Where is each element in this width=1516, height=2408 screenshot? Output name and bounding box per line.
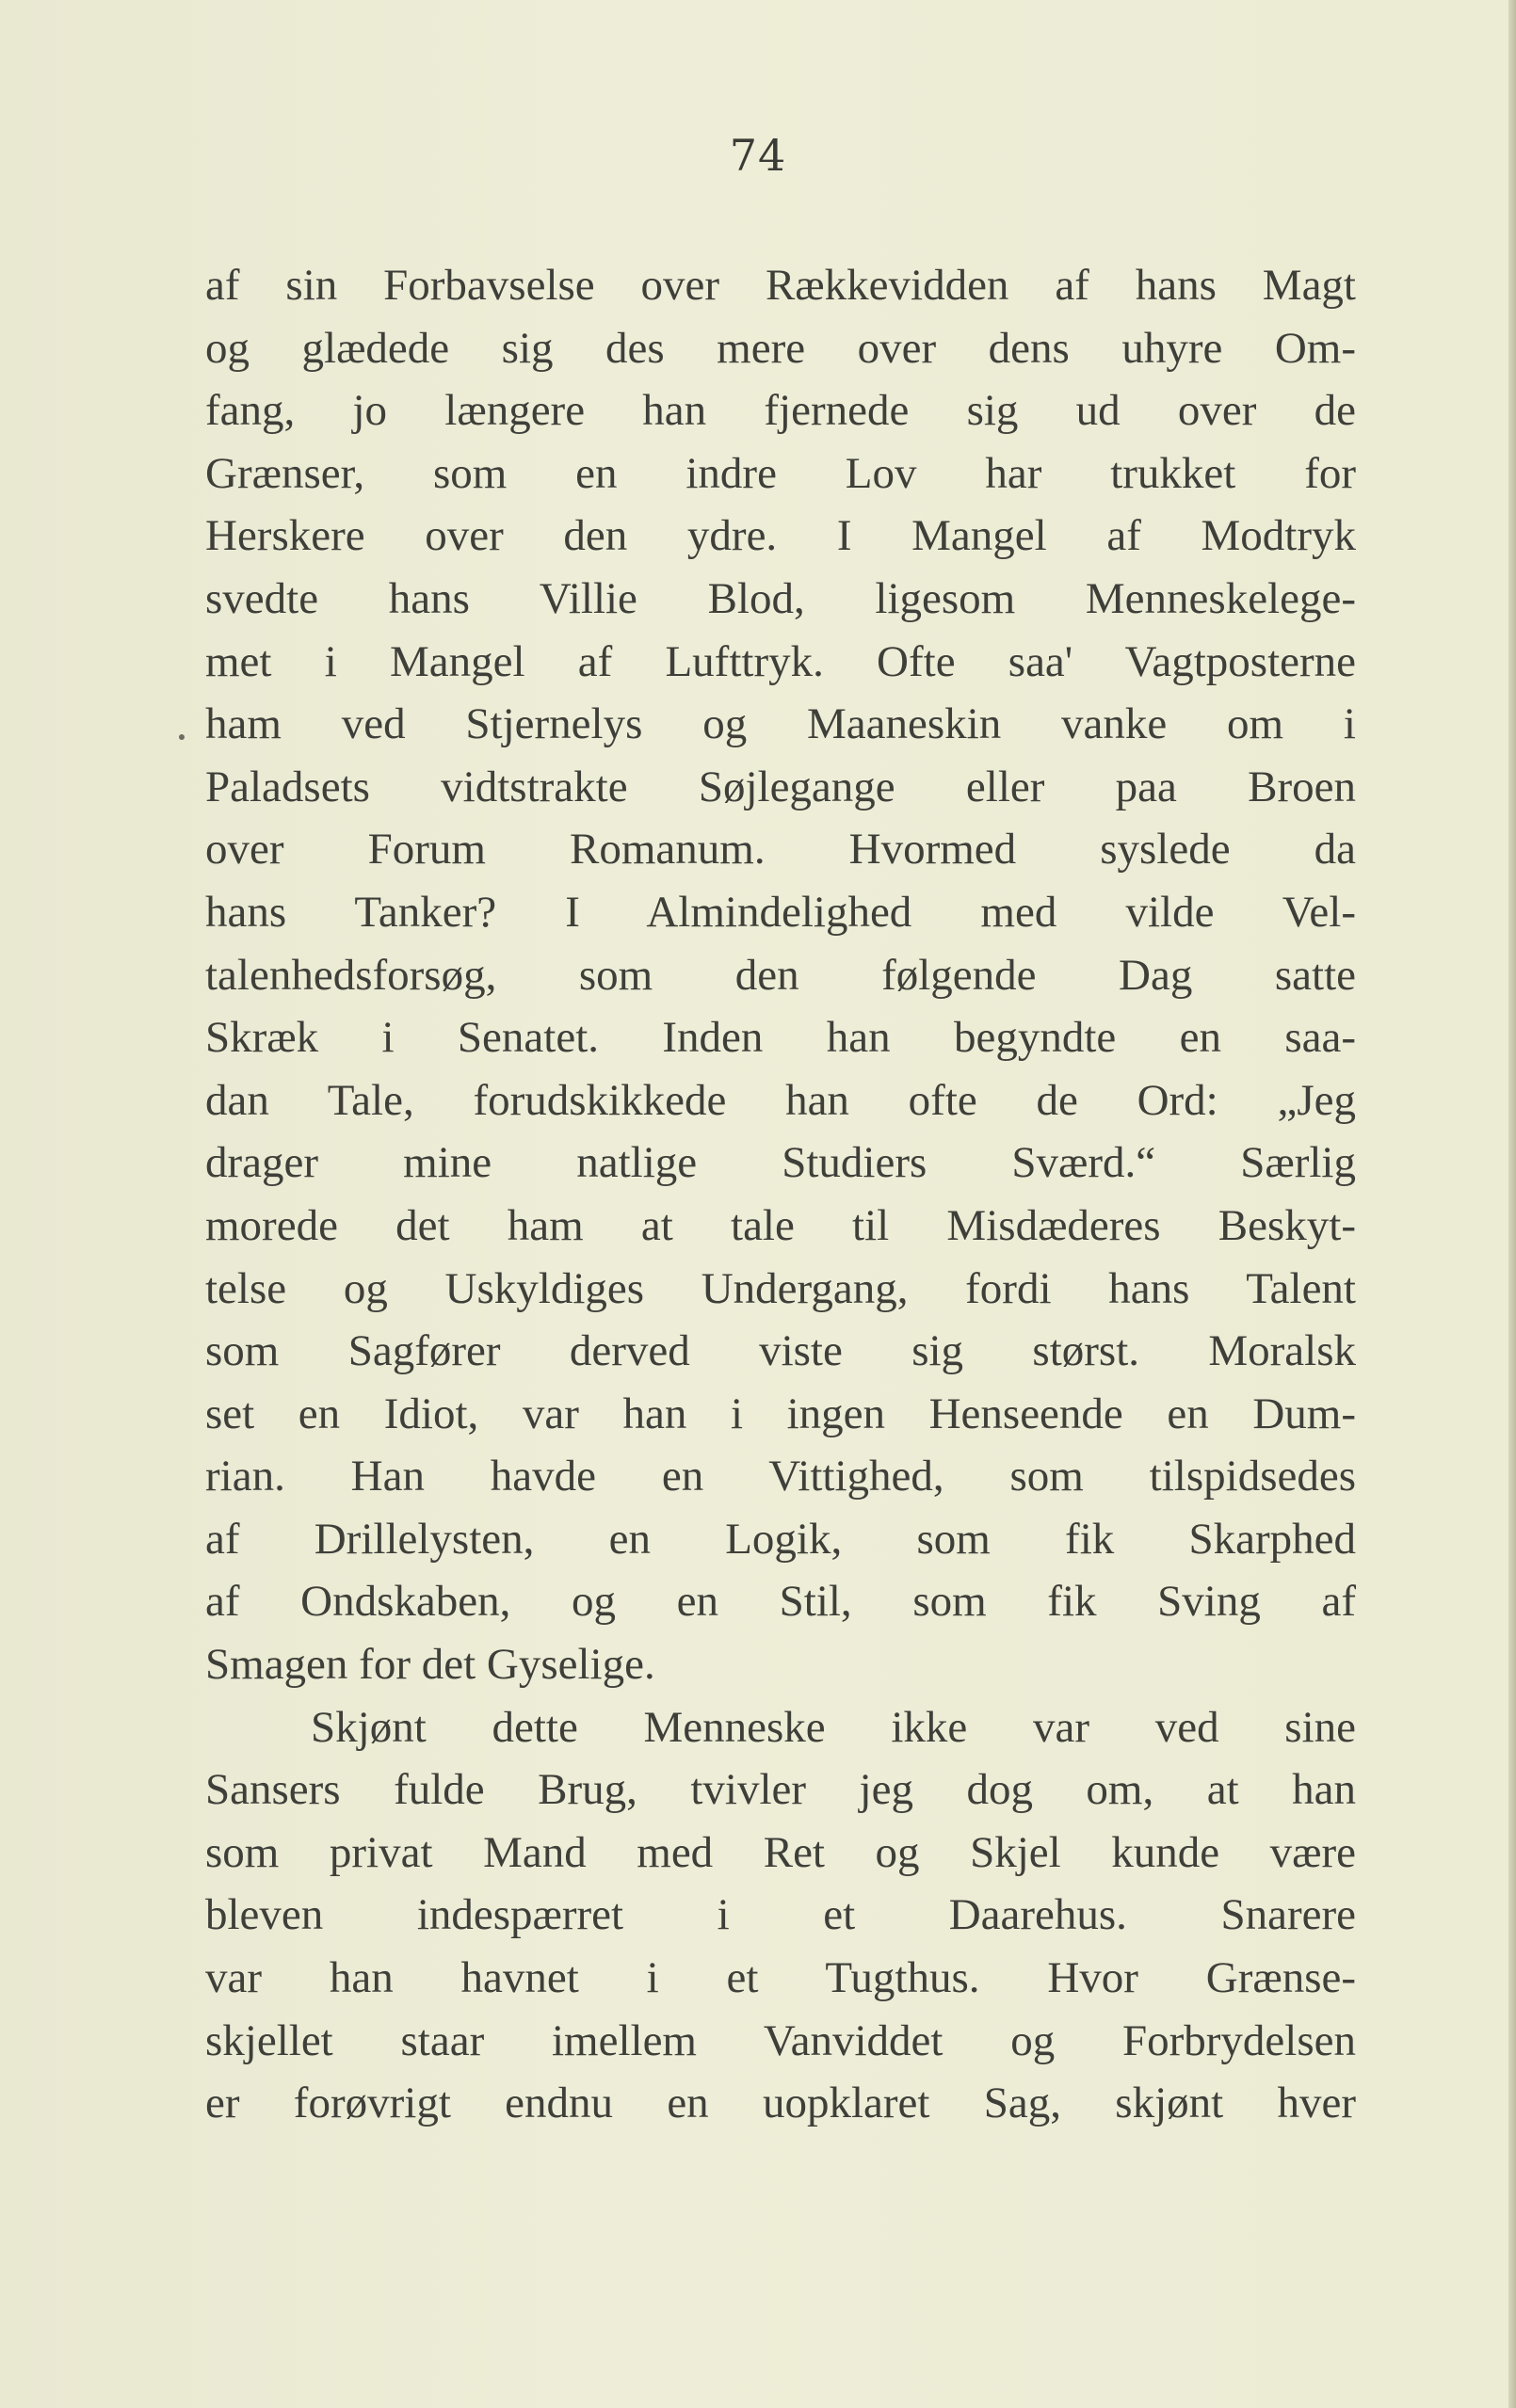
text-line: talenhedsforsøg, som den følgende Dag satte [205,950,1356,1000]
text-line: telse og Uskyldiges Undergang, fordi hans Talent [205,1263,1356,1313]
text-line: fang, jo længere han fjernede sig ud over de [205,386,1356,436]
text-line: svedte hans Villie Blod, ligesom Menneskelege- [205,573,1356,623]
text-line: drager mine natlige Studiers Sværd.“ Særlig [205,1138,1356,1188]
page-edge [1508,0,1516,2408]
text-line: som Sagfører derved viste sig størst. Moralsk [205,1326,1356,1376]
text-line: og glædede sig des mere over dens uhyre Om- [205,323,1356,373]
text-line: som privat Mand med Ret og Skjel kunde være [205,1827,1356,1877]
text-line: morede det ham at tale til Misdæderes Beskyt- [205,1200,1356,1250]
body-text [205,254,1356,2135]
text-line: met i Mangel af Lufttryk. Ofte saa' Vagtposterne [205,636,1356,686]
text-line: af Drillelysten, en Logik, som fik Skarphed [205,1514,1356,1564]
text-line: over Forum Romanum. Hvormed syslede da [205,825,1356,875]
page-number: 74 [729,130,787,181]
text-line: Paladsets vidtstrakte Søjlegange eller paa Broen [205,762,1356,811]
text-line: skjellet staar imellem Vanviddet og Forbrydelsen [205,2015,1356,2065]
text-line-paragraph-start: Skjønt dette Menneske ikke var ved sine [311,1702,1356,1752]
text-line: bleven indespærret i et Daarehus. Snarere [205,1890,1356,1940]
text-line: var han havnet i et Tugthus. Hvor Grænse- [205,1953,1356,2003]
text-line: Skræk i Senatet. Inden han begyndte en saa- [205,1013,1356,1063]
text-line: af Ondskaben, og en Stil, som fik Sving af [205,1577,1356,1627]
text-line: dan Tale, forudskikkede han ofte de Ord: „Jeg [205,1075,1356,1125]
text-line: ham ved Stjernelys og Maaneskin vanke om i [205,699,1356,749]
text-line: Sansers fulde Brug, tvivler jeg dog om, at han [205,1765,1356,1815]
text-line: Grænser, som en indre Lov har trukket for [205,448,1356,498]
text-line: af sin Forbavselse over Rækkevidden af hans Magt [205,261,1356,310]
text-line: Herskere over den ydre. I Mangel af Modtryk [205,511,1356,561]
text-line: set en Idiot, var han i ingen Henseende en Dum- [205,1389,1356,1438]
text-line: er forøvrigt endnu en uopklaret Sag, skjønt hver [205,2079,1356,2128]
text-line: hans Tanker? I Almindelighed med vilde Vel- [205,887,1356,937]
text-line-paragraph-end: Smagen for det Gyselige. [205,1640,655,1690]
ink-spot [179,734,185,740]
text-line: rian. Han havde en Vittighed, som tilspidsedes [205,1452,1356,1501]
